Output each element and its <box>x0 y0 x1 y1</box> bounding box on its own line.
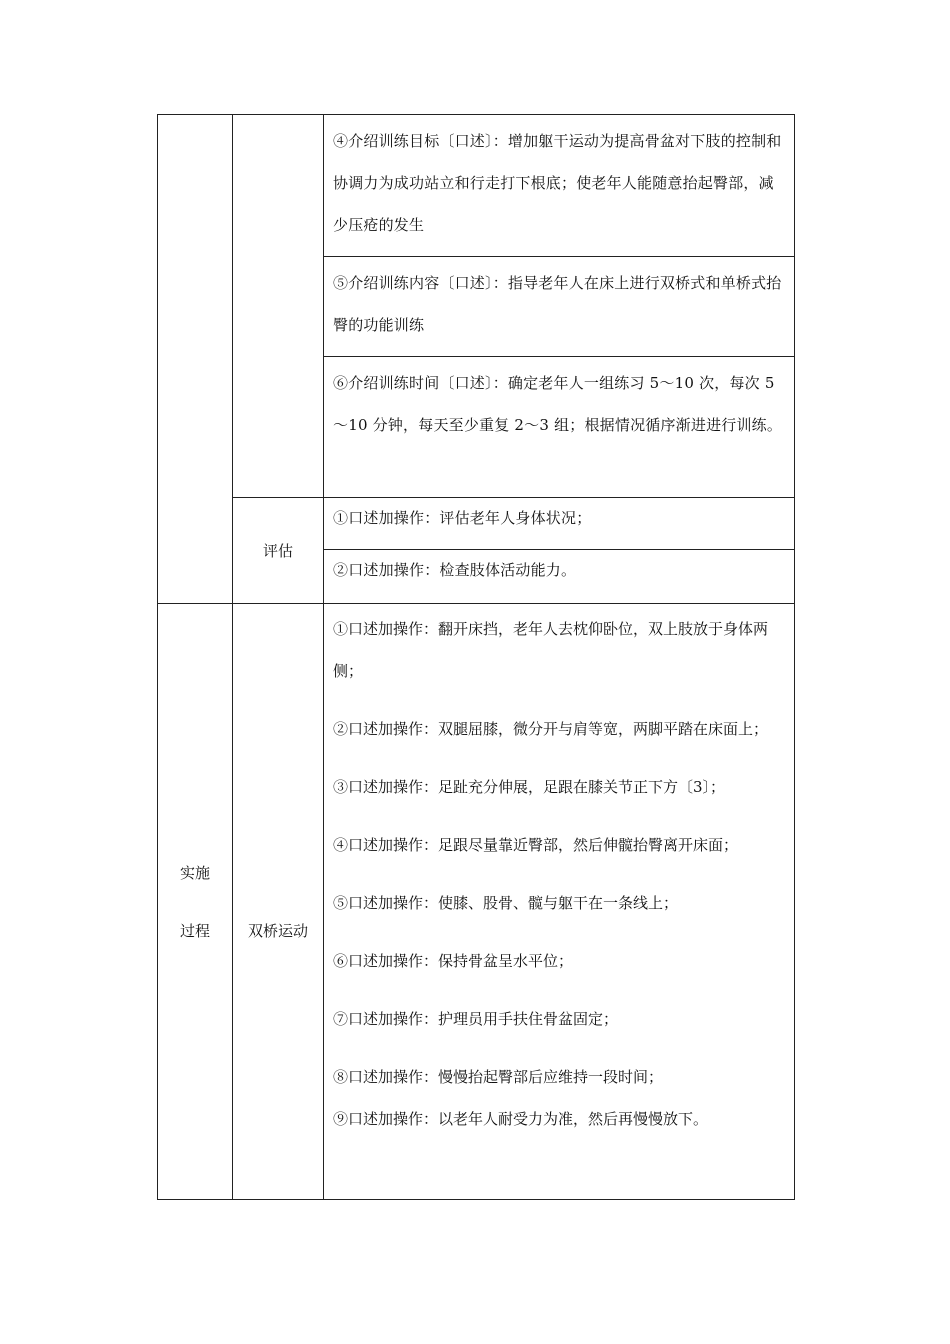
table-cell <box>324 604 795 1200</box>
assessment-item: ①口述加操作：评估老年人身体状况； <box>333 509 592 527</box>
exercise-label: 双桥运动 <box>247 921 308 940</box>
list-item: ⑧口述加操作：慢慢抬起臀部后应维持一段时间； <box>333 1068 664 1086</box>
table-row <box>158 498 795 550</box>
stage-cell-empty <box>158 115 233 604</box>
list-item: ①口述加操作：翻开床挡，老年人去枕仰卧位，双上肢放于身体两侧； <box>333 620 769 680</box>
intro-time-text: ⑥介绍训练时间〔口述〕：确定老年人一组练习 5～10 次，每次 5～10 分钟，每天至少重复 2～3 组；根据情况循序渐进进行训练。 <box>333 374 783 434</box>
table-cell <box>324 257 795 357</box>
table-cell <box>324 550 795 604</box>
list-item: ④口述加操作：足跟尽量靠近臀部，然后伸髋抬臀离开床面； <box>333 836 739 854</box>
list-item: ③口述加操作：足趾充分伸展，足跟在膝关节正下方〔3〕； <box>333 778 726 796</box>
step-cell-empty <box>233 115 324 498</box>
assessment-item: ②口述加操作：检查肢体活动能力。 <box>333 561 577 579</box>
table-cell <box>324 357 795 498</box>
list-item: ⑨口述加操作：以老年人耐受力为准，然后再慢慢放下。 <box>333 1110 709 1128</box>
table-cell <box>324 115 795 257</box>
assessment-label: 评估 <box>262 541 293 560</box>
list-item: ⑤口述加操作：使膝、股骨、髋与躯干在一条线上； <box>333 894 679 912</box>
exercise-cell <box>233 604 324 1200</box>
intro-goal-text: ④介绍训练目标〔口述〕：增加躯干运动为提高骨盆对下肢的控制和协调力为成功站立和行走打下根底；使老年人能随意抬起臀部，减少压疮的发生 <box>333 132 782 234</box>
stage-label-line: 实施 <box>179 863 210 882</box>
list-item: ⑦口述加操作：护理员用手扶住骨盆固定； <box>333 1010 619 1028</box>
table-row <box>158 115 795 257</box>
step-list <box>324 604 794 1158</box>
table-cell <box>324 498 795 550</box>
stage-label <box>158 844 232 960</box>
procedure-table <box>157 114 795 1200</box>
assessment-label-cell <box>233 498 324 604</box>
table-row <box>158 604 795 1200</box>
stage-label-line: 过程 <box>179 921 210 940</box>
intro-content-text: ⑤介绍训练内容〔口述〕：指导老年人在床上进行双桥式和单桥式抬臀的功能训练 <box>333 274 782 334</box>
list-item: ⑥口述加操作：保持骨盆呈水平位； <box>333 952 574 970</box>
stage-cell <box>158 604 233 1200</box>
list-item: ②口述加操作：双腿屈膝，微分开与肩等宽，两脚平踏在床面上； <box>333 720 769 738</box>
